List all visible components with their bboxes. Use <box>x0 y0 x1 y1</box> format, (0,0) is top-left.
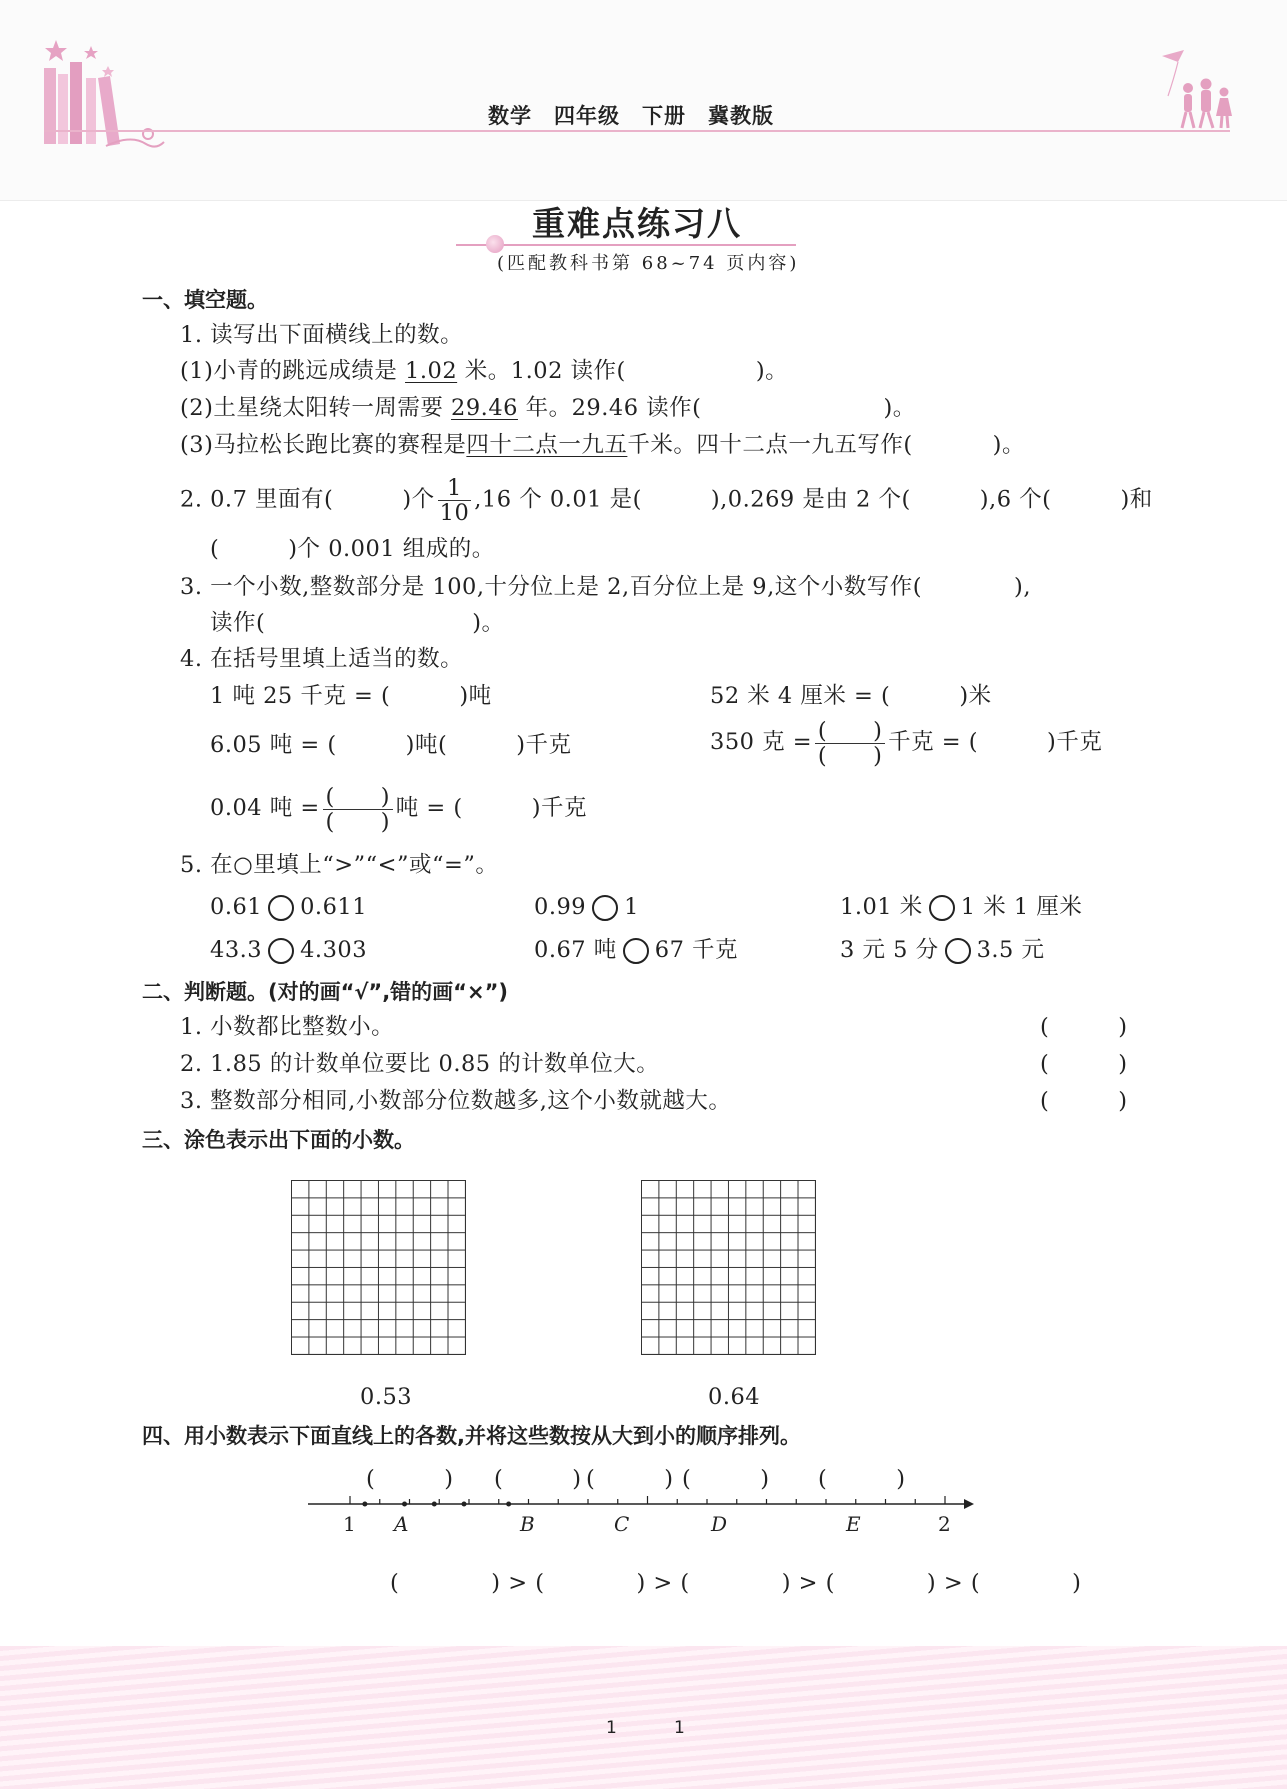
judge-blank[interactable]: ( ) <box>1040 1051 1128 1077</box>
q2-frac-den: 10 <box>439 500 470 526</box>
q5-item-left: 1.01 米 <box>840 894 923 920</box>
page-subtitle: (匹配教科书第 68~74 页内容) <box>497 253 800 274</box>
page-number-right: 1 <box>674 1718 685 1738</box>
point-label-a: A <box>394 1512 409 1536</box>
point-dot <box>362 1502 367 1507</box>
q5-item-right: 4.303 <box>300 937 368 963</box>
q1-b <box>180 393 916 423</box>
section2-heading: 二、判断题。(对的画“√”,错的画“×”) <box>142 980 508 1004</box>
q4-r3-frac-num: ( ) <box>323 785 393 810</box>
section3-heading: 三、涂色表示出下面的小数。 <box>142 1128 415 1152</box>
q4-r2-frac-den: ( ) <box>817 742 883 769</box>
q5-stem: 5. 在○里填上“>”“<”或“=”。 <box>180 852 499 878</box>
q4-r3-pre: 0.04 吨 = <box>210 795 320 821</box>
q2-fraction <box>438 476 472 525</box>
q1-a-post: 米。1.02 读作( <box>457 358 626 384</box>
judge-item: 3. 整数部分相同,小数部分位数越多,这个小数就越大。 <box>180 1088 732 1114</box>
q4-r2-right-pre: 350 克 = <box>710 729 813 755</box>
q1-b-post: 年。29.46 读作( <box>517 395 702 421</box>
q2-frac-num: 1 <box>438 476 472 501</box>
q4-r1-right: 52 米 4 厘米 = ( )米 <box>710 683 992 709</box>
q5-item-right: 1 <box>624 894 639 920</box>
q1-c-pre: (3)马拉松长跑比赛的赛程是 <box>180 432 467 458</box>
q4-r2-fraction[interactable] <box>815 719 885 768</box>
point-blank[interactable]: ( ) <box>366 1466 454 1492</box>
q1-c <box>180 430 1025 460</box>
point-label-b: B <box>520 1512 535 1536</box>
q1-a-pre: (1)小青的跳远成绩是 <box>180 358 406 384</box>
point-dot <box>506 1502 511 1507</box>
title-rule <box>456 244 796 246</box>
q5-item-left: 0.99 <box>534 894 587 920</box>
judge-item: 1. 小数都比整数小。 <box>180 1014 395 1040</box>
q5-item <box>534 892 639 922</box>
compare-circle[interactable] <box>592 895 618 921</box>
point-label-d: D <box>711 1512 728 1536</box>
q5-item <box>840 892 1082 922</box>
q2-line1 <box>180 476 1153 525</box>
header-rule <box>44 130 1230 132</box>
point-dot <box>432 1502 437 1507</box>
q4-stem: 4. 在括号里填上适当的数。 <box>180 646 464 672</box>
point-label-c: C <box>614 1512 630 1536</box>
compare-circle[interactable] <box>929 895 955 921</box>
point-blank[interactable]: ( ) <box>586 1466 674 1492</box>
q5-item-right: 0.611 <box>300 894 368 920</box>
q3-line1: 3. 一个小数,整数部分是 100,十分位上是 2,百分位上是 9,这个小数写作( ), <box>180 574 1031 600</box>
q1-stem: 1. 读写出下面横线上的数。 <box>180 322 464 348</box>
point-blank[interactable]: ( ) <box>682 1466 770 1492</box>
compare-circle[interactable] <box>945 938 971 964</box>
q5-item <box>534 935 738 965</box>
q2-part1: 2. 0.7 里面有( )个 <box>180 486 435 513</box>
q3-line2: 读作( )。 <box>210 610 505 636</box>
judge-blank[interactable]: ( ) <box>1040 1014 1128 1040</box>
hundred-grid[interactable] <box>641 1180 816 1355</box>
q4-r3-frac-den: ( ) <box>325 808 391 835</box>
q4-r1-left: 1 吨 25 千克 = ( )吨 <box>210 683 492 709</box>
q5-item <box>210 892 367 922</box>
footer-band <box>0 1646 1287 1789</box>
point-blank[interactable]: ( ) <box>818 1466 906 1492</box>
grid-label: 0.64 <box>708 1384 761 1410</box>
q1-c-post: 千米。四十二点一九五写作( <box>627 432 913 458</box>
q5-item <box>210 935 367 965</box>
q1-c-end: )。 <box>992 432 1025 458</box>
judge-item: 2. 1.85 的计数单位要比 0.85 的计数单位大。 <box>180 1051 660 1077</box>
q5-item-right: 1 米 1 厘米 <box>960 894 1083 920</box>
point-dot <box>402 1502 407 1507</box>
q5-item-left: 0.67 吨 <box>534 937 617 963</box>
judge-blank[interactable]: ( ) <box>1040 1088 1128 1114</box>
axis-start-label: 1 <box>343 1512 356 1536</box>
q5-item-left: 0.61 <box>210 894 263 920</box>
q4-r2-frac-num: ( ) <box>815 719 885 744</box>
q5-item-right: 3.5 元 <box>976 937 1045 963</box>
q2-line2: ( )个 0.001 组成的。 <box>210 536 495 562</box>
section1-heading: 一、填空题。 <box>142 288 268 312</box>
hundred-grid[interactable] <box>291 1180 466 1355</box>
point-dot <box>462 1502 467 1507</box>
q4-r3 <box>210 784 587 834</box>
compare-circle[interactable] <box>623 938 649 964</box>
point-blank[interactable]: ( ) <box>494 1466 582 1492</box>
q4-r2-right-post: 千克 = ( )千克 <box>888 729 1103 755</box>
books-decoration-icon <box>36 34 166 154</box>
q4-r3-fraction[interactable] <box>323 785 393 834</box>
header-subject: 数学 四年级 下册 冀教版 <box>488 104 774 128</box>
children-kite-icon <box>1150 48 1240 132</box>
q1-a <box>180 356 788 386</box>
compare-circle[interactable] <box>268 938 294 964</box>
q2-part2: ,16 个 0.01 是( ),0.269 是由 2 个( ),6 个( )和 <box>474 486 1153 513</box>
q4-r2-right <box>710 718 1102 768</box>
q5-item <box>840 935 1045 965</box>
q1-b-underlined: 29.46 <box>451 395 518 421</box>
q5-item-left: 3 元 5 分 <box>840 937 939 963</box>
grid-label: 0.53 <box>360 1384 413 1410</box>
q1-b-pre: (2)土星绕太阳转一周需要 <box>180 395 452 421</box>
q4-r2-left: 6.05 吨 = ( )吨( )千克 <box>210 732 572 758</box>
q1-c-underlined: 四十二点一九五 <box>466 432 628 458</box>
compare-circle[interactable] <box>268 895 294 921</box>
page-title: 重难点练习八 <box>532 204 742 243</box>
q5-item-left: 43.3 <box>210 937 263 963</box>
q1-b-end: )。 <box>883 395 916 421</box>
q4-r3-post: 吨 = ( )千克 <box>395 795 587 821</box>
q1-a-end: )。 <box>755 358 789 384</box>
order-line[interactable]: ( ) > ( ) > ( ) > ( ) > ( ) <box>390 1570 1082 1596</box>
axis-end-label: 2 <box>938 1512 951 1536</box>
section4-heading: 四、用小数表示下面直线上的各数,并将这些数按从大到小的顺序排列。 <box>142 1424 801 1448</box>
q1-a-underlined: 1.02 <box>405 358 458 384</box>
page-number-left: 1 <box>606 1718 617 1738</box>
point-label-e: E <box>846 1512 861 1536</box>
q5-item-right: 67 千克 <box>654 937 739 963</box>
